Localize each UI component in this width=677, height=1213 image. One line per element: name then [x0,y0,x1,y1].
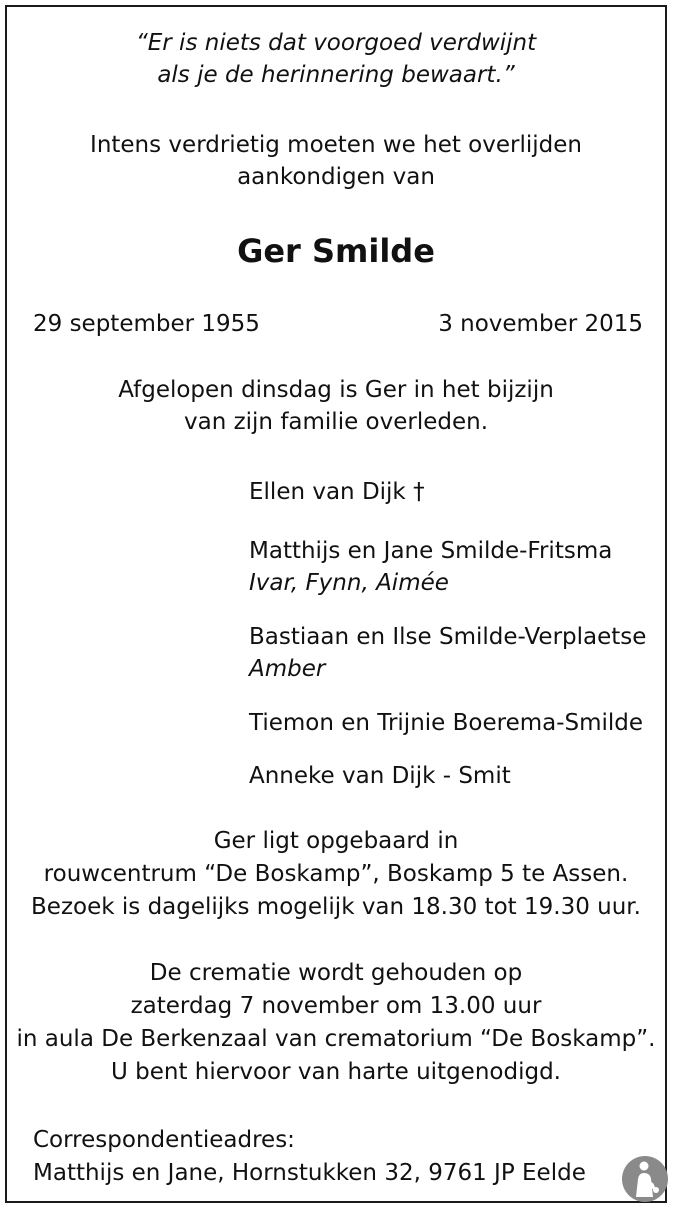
family-children: Ivar, Fynn, Aimée [249,570,449,596]
family-children: Amber [249,656,326,682]
family-member: Anneke van Dijk - Smit [249,763,511,789]
notice-line-1: Afgelopen dinsdag is Ger in het bijzijn [118,377,554,403]
family-member: Bastiaan en Ilse Smilde-Verplaetse [249,624,647,650]
quote-line-2: als je de herinnering bewaart.” [157,62,515,88]
deceased-name: Ger Smilde [237,232,435,270]
viewing-line-2: rouwcentrum “De Boskamp”, Boskamp 5 te Assen. [43,861,629,887]
birth-date: 29 september 1955 [33,311,260,337]
correspondence-label: Correspondentieadres: [33,1127,295,1153]
notice-line-2: van zijn familie overleden. [183,409,489,435]
obituary-card [5,5,667,1203]
cremation-line-3: in aula De Berkenzaal van crematorium “De Boskamp”. [16,1026,656,1052]
intro-line-2: aankondigen van [237,164,435,190]
quote-line-1: “Er is niets dat voorgoed verdwijnt [135,30,537,56]
family-member: Matthijs en Jane Smilde-Fritsma [249,538,613,564]
viewing-line-3: Bezoek is dagelijks mogelijk van 18.30 tot 19.30 uur. [31,894,641,920]
cremation-line-4: U bent hiervoor van harte uitgenodigd. [111,1059,561,1085]
correspondence-address: Matthijs en Jane, Hornstukken 32, 9761 JP Eelde [33,1160,586,1186]
family-member: Tiemon en Trijnie Boerema-Smilde [249,710,644,736]
death-date: 3 november 2015 [438,311,643,337]
memorial-logo-icon [621,1155,669,1203]
viewing-line-1: Ger ligt opgebaard in [213,828,459,854]
cremation-line-2: zaterdag 7 november om 13.00 uur [130,993,542,1019]
cremation-line-1: De crematie wordt gehouden op [149,960,523,986]
family-member: Ellen van Dijk † [249,479,425,505]
intro-line-1: Intens verdrietig moeten we het overlijden [90,132,582,158]
